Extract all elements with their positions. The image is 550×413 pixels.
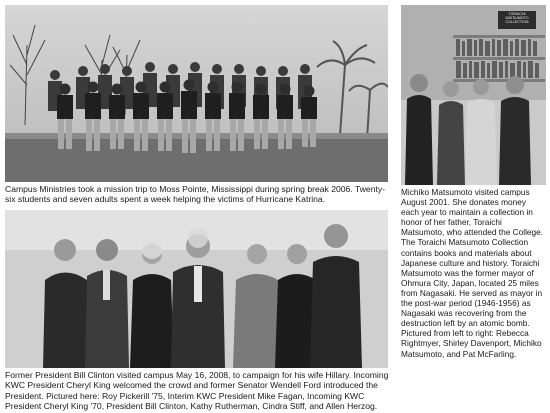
- collection-sign: TORAICHI MATSUMOTO COLLECTION: [505, 12, 529, 25]
- clinton-visit-photo: [5, 210, 388, 368]
- clinton-visit-caption: Former President Bill Clinton visited campus May 16, 2008, to campaign for his wife Hillary. Incoming KWC President Cheryl King welcomed the crowd and former Senator Wendell Ford introduced the President. Pictured here: Roy Pickerill '75, Interim KWC President Mike Fagan, Incoming KWC President Cheryl King '70, President Bill Clinton, Kathy Rutherman, Cindra Stiff, and Allen Herzog.: [5, 370, 389, 412]
- mission-trip-caption: Campus Ministries took a mission trip to Moss Pointe, Mississippi during spring break 2006. Twenty-six students and seven adults spent a week helping the victims of Hurricane Katrina.: [5, 184, 386, 205]
- matsumoto-visit-caption: Michiko Matsumoto visited campus August 2001. She donates money each year to maintain a collection in honor of her father, Toraichi Matsumoto, who attended the College. The Toraichi Matsumoto Collection contains books and materials about Japanese culture and history. Toraichi Matsumoto was the former mayor of Ohmura City, Japan, located 25 miles from Nagasaki. He served as mayor in the post-war period (1946-1956) as Nagasaki was recovering from the destruction left by an atomic bomb. Pictured from left to right: Rebecca Rightmyer, Shirley Davenport, Michiko Matsumoto, and Pat McFarling.: [401, 187, 544, 359]
- matsumoto-visit-photo: [401, 5, 546, 185]
- mission-trip-photo: [5, 5, 388, 182]
